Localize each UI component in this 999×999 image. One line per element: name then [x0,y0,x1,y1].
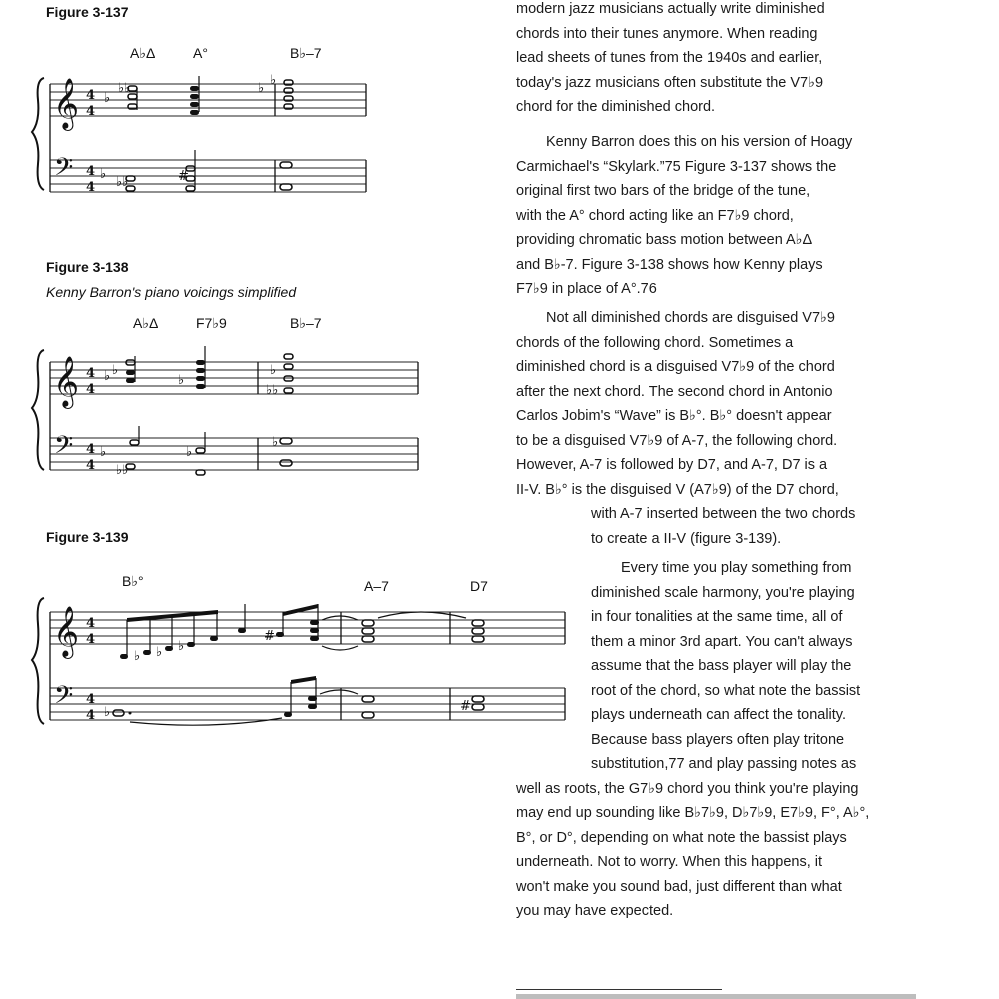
svg-text:4: 4 [86,382,96,397]
svg-text:♭: ♭ [270,73,277,88]
svg-text:♭: ♭ [104,369,111,384]
text-line: lead sheets of tunes from the 1940s and earlier, [516,50,823,66]
bass-clef-icon: 𝄢 [54,681,74,716]
chord-symbol: B♭–7 [290,315,322,331]
footnote-divider [516,989,722,990]
treble-staff [50,612,565,644]
text-line: with A-7 inserted between the two chords [591,506,856,522]
system-brace [32,350,44,470]
treble-staff [50,362,418,394]
paragraph-3 [516,306,855,551]
svg-text:♭: ♭ [104,91,111,106]
text-line: chord for the diminished chord. [516,99,716,115]
svg-text:4: 4 [86,692,96,707]
text-line: root of the chord, so what note the bassist [591,682,861,699]
svg-text:♭: ♭ [112,363,119,378]
figure-3-137-title: Figure 3-137 [46,4,129,20]
chord-symbol: B♭° [122,573,144,589]
paragraph-1 [516,0,825,120]
footnote-text-cutoff [516,994,916,999]
bass-clef-icon: 𝄢 [54,431,74,466]
text-line: modern jazz musicians actually write diminished [516,1,825,17]
svg-text:#: # [264,629,275,644]
svg-text:♭♭: ♭♭ [266,383,279,398]
text-line: with the A° chord acting like an F7♭9 chord, [516,207,794,224]
text-line: chords of the following chord. Sometimes a [516,334,794,351]
svg-text:4: 4 [86,442,96,457]
svg-text:4: 4 [86,88,96,103]
svg-text:4: 4 [86,632,96,647]
svg-text:4: 4 [86,616,96,631]
svg-text:4: 4 [86,366,96,381]
treble-clef-icon: 𝄞 [53,356,80,407]
figure-3-139-title: Figure 3-139 [46,529,129,545]
text-line: today's jazz musicians often substitute the V7♭9 [516,74,824,91]
text-line: to create a II-V (figure 3-139). [591,530,782,547]
text-line: Not all diminished chords are disguised V7♭9 [546,310,835,326]
text-line: plays underneath can affect the tonality. [591,707,846,723]
svg-text:♭: ♭ [134,649,141,664]
svg-text:♭♭: ♭♭ [116,463,129,478]
svg-text:♭: ♭ [100,445,107,460]
bass-staff [50,438,418,470]
text-line: them a minor 3rd apart. You can't always [591,633,853,650]
svg-text:♭♭: ♭♭ [118,81,131,96]
figure-3-138-title: Figure 3-138 [46,259,129,275]
svg-text:4: 4 [86,164,96,179]
text-line: assume that the bass player will play the [591,658,852,674]
text-line: to be a disguised V7♭9 of A-7, the following chord. [516,432,838,449]
text-line: Kenny Barron does this on his version of Hoagy [546,134,853,150]
svg-text:♭: ♭ [272,435,279,450]
svg-text:♭: ♭ [178,639,185,654]
text-line: underneath. Not to worry. When this happens, it [516,854,823,870]
paragraph-4 [516,556,869,924]
svg-text:4: 4 [86,708,96,723]
text-line: won't make you sound bad, just different than what [516,878,842,895]
text-line: Because bass players often play tritone [591,731,845,748]
svg-text:4: 4 [86,104,96,119]
text-line: substitution,77 and play passing notes as [591,756,857,772]
svg-text:♭: ♭ [258,81,265,96]
text-line: Carmichael's “Skylark.”75 Figure 3-137 shows the [516,158,837,175]
text-line: chords into their tunes anymore. When reading [516,25,818,42]
treble-clef-icon: 𝄞 [53,78,80,129]
svg-text:♭: ♭ [186,445,193,460]
treble-clef-icon: 𝄞 [53,606,80,657]
chord-symbol: B♭–7 [290,45,322,61]
text-line: may end up sounding like B♭7♭9, D♭7♭9, E7♭9, F°, A♭°, [516,805,870,821]
text-line: and B♭-7. Figure 3-138 shows how Kenny plays [516,256,823,273]
svg-text:4: 4 [86,458,96,473]
text-line: B°, or D°, depending on what note the bassist plays [516,829,847,846]
chord-symbol: A° [193,45,208,61]
system-brace [32,598,44,724]
text-line: in four tonalities at the same time, all of [591,609,843,625]
chord-symbol: A♭Δ [130,45,156,61]
text-line: original first two bars of the bridge of the tune, [516,183,811,199]
text-line: after the next chord. The second chord in Antonio [516,383,833,400]
chord-symbol: D7 [470,578,488,594]
text-line: Carlos Jobim's “Wave” is B♭°. B♭° doesn't appear [516,408,832,424]
svg-text:♭: ♭ [100,167,107,182]
chord-symbol: A♭Δ [133,315,159,331]
text-line: Every time you play something from [621,560,852,576]
paragraph-2 [516,130,852,302]
chord-symbol: A–7 [364,578,389,594]
chord-symbol: F7♭9 [196,315,227,331]
bass-staff [50,160,366,192]
text-line: However, A-7 is followed by D7, and A-7, D7 is a [516,457,828,473]
svg-text:♭: ♭ [270,363,277,378]
text-line: F7♭9 in place of A°.76 [516,281,657,297]
system-brace [32,78,44,190]
text-line: you may have expected. [516,903,674,919]
text-line: providing chromatic bass motion between A♭Δ [516,232,813,248]
svg-text:#: # [178,169,189,184]
figure-3-138-caption: Kenny Barron's piano voicings simplified [46,284,297,300]
svg-text:♭: ♭ [178,373,185,388]
treble-staff [50,84,366,116]
text-line: well as roots, the G7♭9 chord you think you're playing [516,780,859,797]
bass-clef-icon: 𝄢 [54,153,74,188]
text-line: II-V. B♭° is the disguised V (A7♭9) of the D7 chord, [516,481,839,498]
svg-text:4: 4 [86,180,96,195]
svg-text:#: # [460,699,471,714]
text-line: diminished scale harmony, you're playing [591,584,855,601]
svg-text:♭: ♭ [156,645,163,660]
svg-text:♭♭: ♭♭ [116,175,129,190]
text-line: diminished chord is a disguised V7♭9 of the chord [516,359,835,375]
svg-text:♭: ♭ [104,705,111,720]
bass-staff [50,688,565,720]
